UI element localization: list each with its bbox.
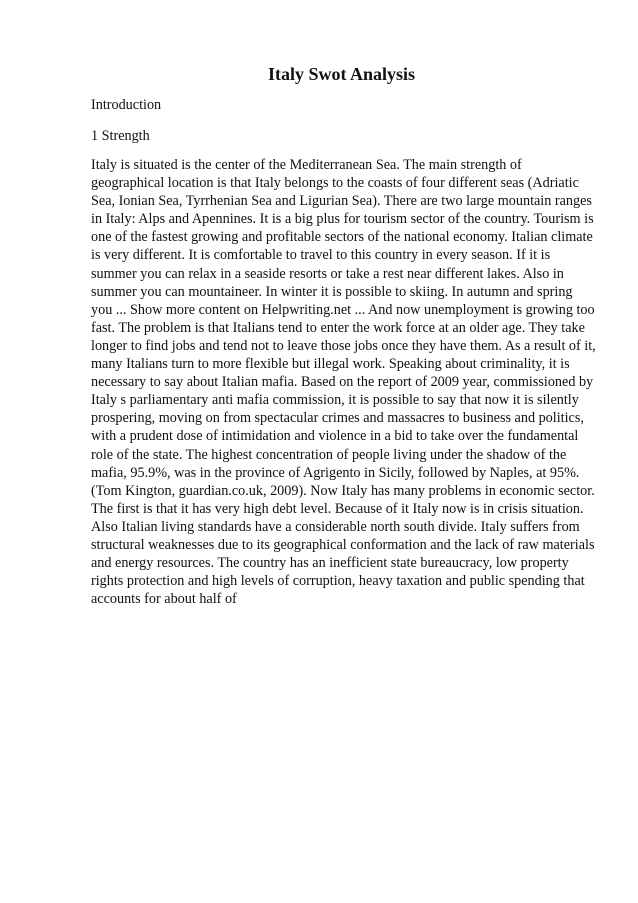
document-content xyxy=(91,95,596,608)
section-heading-introduction: Introduction xyxy=(91,97,162,113)
section-heading-strength: 1 Strength xyxy=(91,128,150,144)
document-title: Italy Swot Analysis xyxy=(267,64,416,84)
body-paragraph: Italy is situated is the center of the Mediterranean Sea. The main strength of geographical location is that Italy belongs to the coasts of four different seas (Adriatic Sea, Ionian Sea, Tyrrhenian Sea and Ligurian Sea). There are two large mountain ranges in Italy: Alps and Apennines. It is a big plus for tourism sector of the country. Tourism is one of the fastest growing and profitable sectors of the national economy. Italian climate is very different. It is comfortable to travel to this country in every season. If it is summer you can relax in a seaside resorts or take a rest near different lakes. Also in summer you can mountaineer. In winter it is possible to skiing. In autumn and spring you ... Show more content on Helpwriting.net ... And now unemployment is growing too fast. The problem is that Italians tend to enter the work force at an older age. They take longer to find jobs and tend not to leave those jobs once they have them. As a result of it, many Italians turn to more flexible but illegal work. Speaking about criminality, it is necessary to say about Italian mafia. Based on the report of 2009 year, commissioned by Italy s parliamentary anti mafia commission, it is possible to say that now it is silently prospering, moving on from spectacular crimes and massacres to business and politics, with a prudent dose of intimidation and violence in a bid to take over the fundamental role of the state. The highest concentration of people living under the shadow of the mafia, 95.9%, was in the province of Agrigento in Sicily, followed by Naples, at 95%. (Tom Kington, guardian.co.uk, 2009). Now Italy has many problems in economic sector. The first is that it has very high debt level. Because of it Italy now is in crisis situation. Also Italian living standards have a considerable north south divide. Italy suffers from structural weaknesses due to its geographical conformation and the lack of raw materials and energy resources. The country has an inefficient state bureaucracy, low property rights protection and high levels of corruption, heavy taxation and public spending that accounts for about half of xyxy=(91,157,596,608)
